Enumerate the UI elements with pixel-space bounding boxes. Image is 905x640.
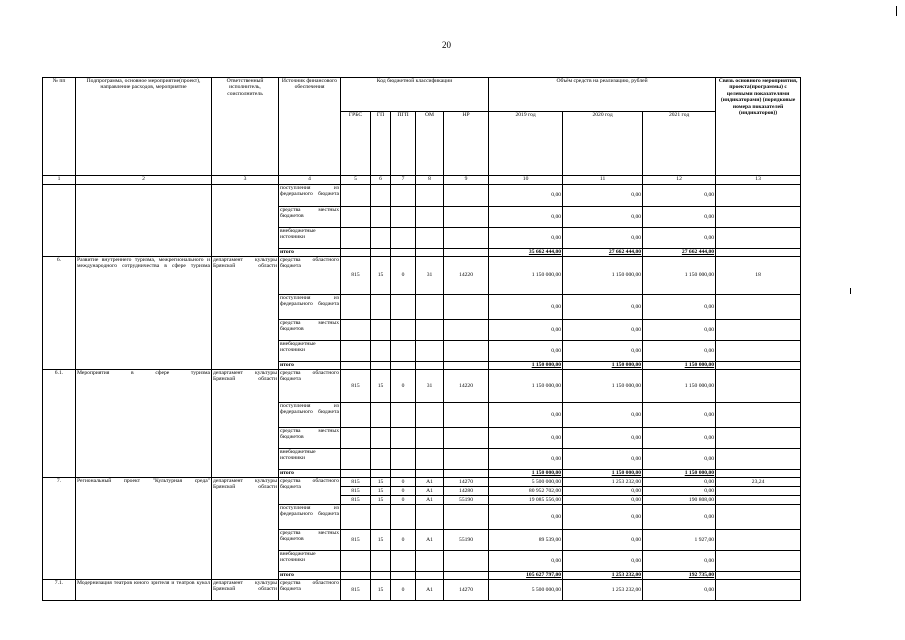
row-code-om [416,185,444,207]
header-subprogram: Подпрограмма, основное мероприятие(проект), направление расходов, мероприятие [76,78,212,176]
scan-margin-mark [850,288,851,294]
row-amount-2019: 0,00 [489,185,563,207]
row-amount-2021: 0,00 [643,428,716,449]
header-code-gp: ГП [371,112,391,176]
row-code-gp: 15 [371,580,391,601]
row-amount-2019: 0,00 [489,428,563,449]
row-link [716,228,801,249]
row-code-nr: 14270 [444,478,489,487]
row-code-om [416,470,444,478]
row-link [716,505,801,530]
row-amount-2020: 0,00 [563,228,643,249]
header-code-om: ОМ [416,112,444,176]
row-code-nr [444,505,489,530]
row-amount-2019: 1 150 000,00 [489,470,563,478]
col-number: 4 [279,176,341,185]
row-code-om [416,572,444,580]
row-code-om [416,249,444,257]
header-code-nr: НР [444,112,489,176]
row-code-grbs [341,295,371,320]
row-source: поступления из федерального бюджета [279,295,341,320]
row-source: внебюджетные источники [279,341,341,362]
row-amount-2021: 0,00 [643,580,716,601]
row-amount-2021: 1 150 000,00 [643,362,716,370]
row-source: итого [279,249,341,257]
row-amount-2020: 0,00 [563,487,643,496]
row-code-gp [371,470,391,478]
row-amount-2021: 0,00 [643,478,716,487]
col-number: 3 [212,176,279,185]
table-row [43,580,801,601]
row-code-om: А1 [416,478,444,487]
row-source: поступления из федерального бюджета [279,185,341,207]
header-code-grbs: ГРБС [341,112,371,176]
col-number: 13 [716,176,801,185]
row-amount-2020: 27 662 444,00 [563,249,643,257]
row-code-om [416,551,444,572]
row-amount-2021: 0,00 [643,341,716,362]
row-code-grbs [341,505,371,530]
table-row [43,370,801,403]
row-code-pgp: 0 [391,530,416,551]
row-link [716,551,801,572]
row-amount-2021: 0,00 [643,295,716,320]
row-amount-2020: 0,00 [563,505,643,530]
row-amount-2020: 0,00 [563,530,643,551]
row-code-grbs [341,362,371,370]
row-code-pgp [391,470,416,478]
row-code-pgp [391,207,416,228]
header-volume: Объём средств на реализацию, рублей [489,78,716,112]
row-code-gp [371,572,391,580]
row-amount-2021: 1 150 000,00 [643,257,716,295]
row-code-nr: 55190 [444,530,489,551]
row-link: 18 [716,257,801,295]
row-responsible: департамент культуры Брянской области [212,370,279,478]
row-amount-2021: 0,00 [643,449,716,470]
row-source: внебюджетные источники [279,449,341,470]
row-source: внебюджетные источники [279,228,341,249]
budget-table [42,77,801,601]
row-link [716,530,801,551]
row-code-pgp: 0 [391,257,416,295]
row-code-om [416,428,444,449]
row-amount-2021: 0,00 [643,207,716,228]
row-amount-2020: 0,00 [563,449,643,470]
row-code-gp [371,341,391,362]
row-source: средства областного бюджета [279,257,341,295]
row-code-gp [371,505,391,530]
col-number: 5 [341,176,371,185]
row-name [76,185,212,257]
row-code-grbs: 815 [341,257,371,295]
row-code-pgp [391,449,416,470]
row-code-pgp [391,185,416,207]
row-code-nr: 14280 [444,487,489,496]
row-number [43,185,76,257]
row-code-pgp [391,249,416,257]
row-code-nr [444,551,489,572]
table-row [43,257,801,295]
row-amount-2021: 0,00 [643,320,716,341]
row-amount-2020: 1 150 000,00 [563,370,643,403]
row-amount-2019: 5 500 000,00 [489,580,563,601]
col-number: 11 [563,176,643,185]
row-amount-2021: 27 662 444,00 [643,249,716,257]
row-source: средства местных бюджетов [279,320,341,341]
row-code-grbs [341,320,371,341]
row-code-grbs [341,428,371,449]
row-amount-2020: 0,00 [563,428,643,449]
row-amount-2019: 0,00 [489,295,563,320]
row-code-om [416,207,444,228]
row-code-nr [444,185,489,207]
row-source: итого [279,470,341,478]
row-source: средства местных бюджетов [279,207,341,228]
row-code-nr [444,295,489,320]
row-link [716,580,801,601]
row-amount-2021: 1 150 000,00 [643,370,716,403]
row-code-gp [371,403,391,428]
row-amount-2021: 0,00 [643,228,716,249]
row-code-pgp: 0 [391,487,416,496]
row-code-nr [444,428,489,449]
row-link [716,572,801,580]
row-code-grbs [341,470,371,478]
row-code-gp [371,228,391,249]
row-amount-2020: 1 150 000,00 [563,362,643,370]
row-code-pgp [391,428,416,449]
row-code-grbs: 815 [341,580,371,601]
col-number: 7 [391,176,416,185]
row-code-gp: 15 [371,496,391,505]
row-responsible: департамент культуры Брянской области [212,478,279,580]
header-budget-code: Код бюджетной классификации [341,78,489,112]
row-code-grbs: 815 [341,370,371,403]
header-responsible: Ответственный исполнитель, соисполнитель [212,78,279,176]
row-code-om [416,341,444,362]
row-code-om: А1 [416,496,444,505]
row-code-pgp [391,295,416,320]
row-code-grbs: 815 [341,478,371,487]
row-amount-2020: 1 150 000,00 [563,257,643,295]
row-code-pgp [391,551,416,572]
row-source: средства областного бюджета [279,370,341,403]
row-link [716,428,801,449]
header-year-2019: 2019 год [489,112,563,176]
row-code-om: А1 [416,580,444,601]
row-code-pgp: 0 [391,370,416,403]
row-code-pgp [391,403,416,428]
row-link [716,320,801,341]
row-code-grbs: 815 [341,496,371,505]
row-number: 6. [43,257,76,370]
row-amount-2019: 19 085 556,00 [489,496,563,505]
header-year-2021: 2021 год [643,112,716,176]
table-row [43,185,801,207]
row-amount-2020: 1 150 000,00 [563,470,643,478]
row-code-gp [371,362,391,370]
row-code-om [416,228,444,249]
row-number: 7. [43,478,76,580]
row-code-grbs [341,341,371,362]
row-amount-2021: 0,00 [643,551,716,572]
row-number: 7.1. [43,580,76,601]
row-source: поступления из федерального бюджета [279,505,341,530]
row-link [716,496,801,505]
row-source: средства местных бюджетов [279,428,341,449]
row-code-om [416,295,444,320]
row-amount-2019: 1 150 000,00 [489,362,563,370]
row-code-om: А1 [416,530,444,551]
row-code-gp [371,249,391,257]
scan-margin-mark [896,6,897,16]
row-link [716,185,801,207]
row-link [716,207,801,228]
row-link [716,487,801,496]
row-amount-2020: 1 253 232,00 [563,572,643,580]
row-code-nr [444,228,489,249]
col-number: 9 [444,176,489,185]
row-amount-2020: 0,00 [563,295,643,320]
row-amount-2020: 1 253 232,00 [563,478,643,487]
row-code-pgp [391,320,416,341]
row-amount-2021: 0,00 [643,505,716,530]
row-source: итого [279,362,341,370]
row-source: итого [279,572,341,580]
row-name: Региональный проект "Культурная среда" [76,478,212,580]
row-code-gp: 15 [371,478,391,487]
row-link [716,449,801,470]
table-row [43,478,801,487]
row-code-om: А1 [416,487,444,496]
row-code-om [416,449,444,470]
row-code-pgp [391,341,416,362]
row-code-grbs [341,249,371,257]
row-code-om: 31 [416,257,444,295]
row-code-nr: 14220 [444,370,489,403]
row-code-gp [371,449,391,470]
col-number: 2 [76,176,212,185]
col-number: 10 [489,176,563,185]
row-code-grbs [341,403,371,428]
row-code-nr [444,207,489,228]
row-code-grbs: 815 [341,530,371,551]
header-code-pgp: ПГП [391,112,416,176]
row-code-pgp [391,505,416,530]
row-amount-2021: 192 735,00 [643,572,716,580]
page-number: 20 [442,40,451,50]
row-code-gp: 15 [371,370,391,403]
row-code-nr: 55190 [444,496,489,505]
row-amount-2019: 0,00 [489,449,563,470]
row-link [716,362,801,370]
row-code-gp [371,428,391,449]
row-amount-2020: 1 253 232,00 [563,580,643,601]
row-source: поступления из федерального бюджета [279,403,341,428]
row-code-om: 31 [416,370,444,403]
row-code-nr: 14270 [444,580,489,601]
row-code-pgp [391,228,416,249]
row-amount-2019: 0,00 [489,207,563,228]
row-amount-2019: 0,00 [489,228,563,249]
row-code-gp: 15 [371,257,391,295]
row-responsible: департамент культуры Брянской области [212,580,279,601]
row-amount-2019: 0,00 [489,403,563,428]
row-link [716,470,801,478]
row-link [716,249,801,257]
row-code-om [416,505,444,530]
row-code-pgp [391,572,416,580]
row-code-om [416,320,444,341]
row-code-grbs [341,572,371,580]
row-code-gp [371,295,391,320]
row-amount-2021: 0,00 [643,185,716,207]
row-code-nr [444,449,489,470]
row-name: Модернизация театров юного зрителя и театров кукол [76,580,212,601]
row-amount-2019: 80 952 702,00 [489,487,563,496]
row-amount-2019: 1 150 000,00 [489,257,563,295]
row-name: Мероприятия в сфере туризма [76,370,212,478]
row-link [716,295,801,320]
row-amount-2019: 35 662 444,00 [489,249,563,257]
row-code-grbs [341,207,371,228]
row-amount-2021: 1 927,00 [643,530,716,551]
row-amount-2020: 0,00 [563,185,643,207]
row-amount-2020: 0,00 [563,403,643,428]
row-responsible [212,185,279,257]
row-amount-2019: 0,00 [489,505,563,530]
header-year-2020: 2020 год [563,112,643,176]
row-link [716,370,801,403]
row-code-grbs [341,449,371,470]
header-no: № пп [43,78,76,176]
row-code-nr [444,572,489,580]
row-code-pgp: 0 [391,478,416,487]
row-code-om [416,403,444,428]
row-amount-2019: 0,00 [489,551,563,572]
row-amount-2021: 0,00 [643,487,716,496]
row-amount-2020: 0,00 [563,496,643,505]
row-code-grbs [341,228,371,249]
row-code-nr [444,403,489,428]
row-amount-2020: 0,00 [563,207,643,228]
row-amount-2019: 5 500 000,00 [489,478,563,487]
row-code-gp: 15 [371,487,391,496]
row-link [716,403,801,428]
row-code-nr [444,362,489,370]
row-source: средства областного бюджета [279,580,341,601]
row-responsible: департамент культуры Брянской области [212,257,279,370]
header-link: Связь основного мероприятия, проекта(программы) с целевыми показателями (индикаторами) (порядковые номера показателей (индикаторов)) [716,78,801,176]
row-code-nr: 14220 [444,257,489,295]
row-amount-2020: 0,00 [563,551,643,572]
row-amount-2019: 0,00 [489,341,563,362]
row-code-grbs [341,551,371,572]
row-source: средства местных бюджетов [279,530,341,551]
row-amount-2019: 1 150 000,00 [489,370,563,403]
row-name: Развитие внутреннего туризма, межрегионального и международного сотрудничества в сфере туризма [76,257,212,370]
row-source: средства областного бюджета [279,478,341,505]
row-code-grbs: 815 [341,487,371,496]
row-amount-2021: 0,00 [643,403,716,428]
row-code-nr [444,470,489,478]
row-code-om [416,362,444,370]
row-code-nr [444,341,489,362]
row-source: внебюджетные источники [279,551,341,572]
row-amount-2021: 190 808,00 [643,496,716,505]
row-code-nr [444,320,489,341]
row-link [716,341,801,362]
row-link: 23,24 [716,478,801,487]
row-code-pgp: 0 [391,580,416,601]
row-amount-2019: 105 627 797,00 [489,572,563,580]
row-amount-2020: 0,00 [563,341,643,362]
row-amount-2021: 1 150 000,00 [643,470,716,478]
row-code-grbs [341,185,371,207]
row-number: 6.1. [43,370,76,478]
row-amount-2019: 89 539,00 [489,530,563,551]
col-number: 6 [371,176,391,185]
col-number: 8 [416,176,444,185]
row-code-pgp: 0 [391,496,416,505]
row-code-gp [371,551,391,572]
row-code-gp: 15 [371,530,391,551]
row-code-gp [371,207,391,228]
row-code-nr [444,249,489,257]
header-source: Источник финансового обеспечения [279,78,341,176]
row-code-gp [371,320,391,341]
row-code-gp [371,185,391,207]
col-number: 12 [643,176,716,185]
row-amount-2019: 0,00 [489,320,563,341]
col-number: 1 [43,176,76,185]
row-amount-2020: 0,00 [563,320,643,341]
row-code-pgp [391,362,416,370]
